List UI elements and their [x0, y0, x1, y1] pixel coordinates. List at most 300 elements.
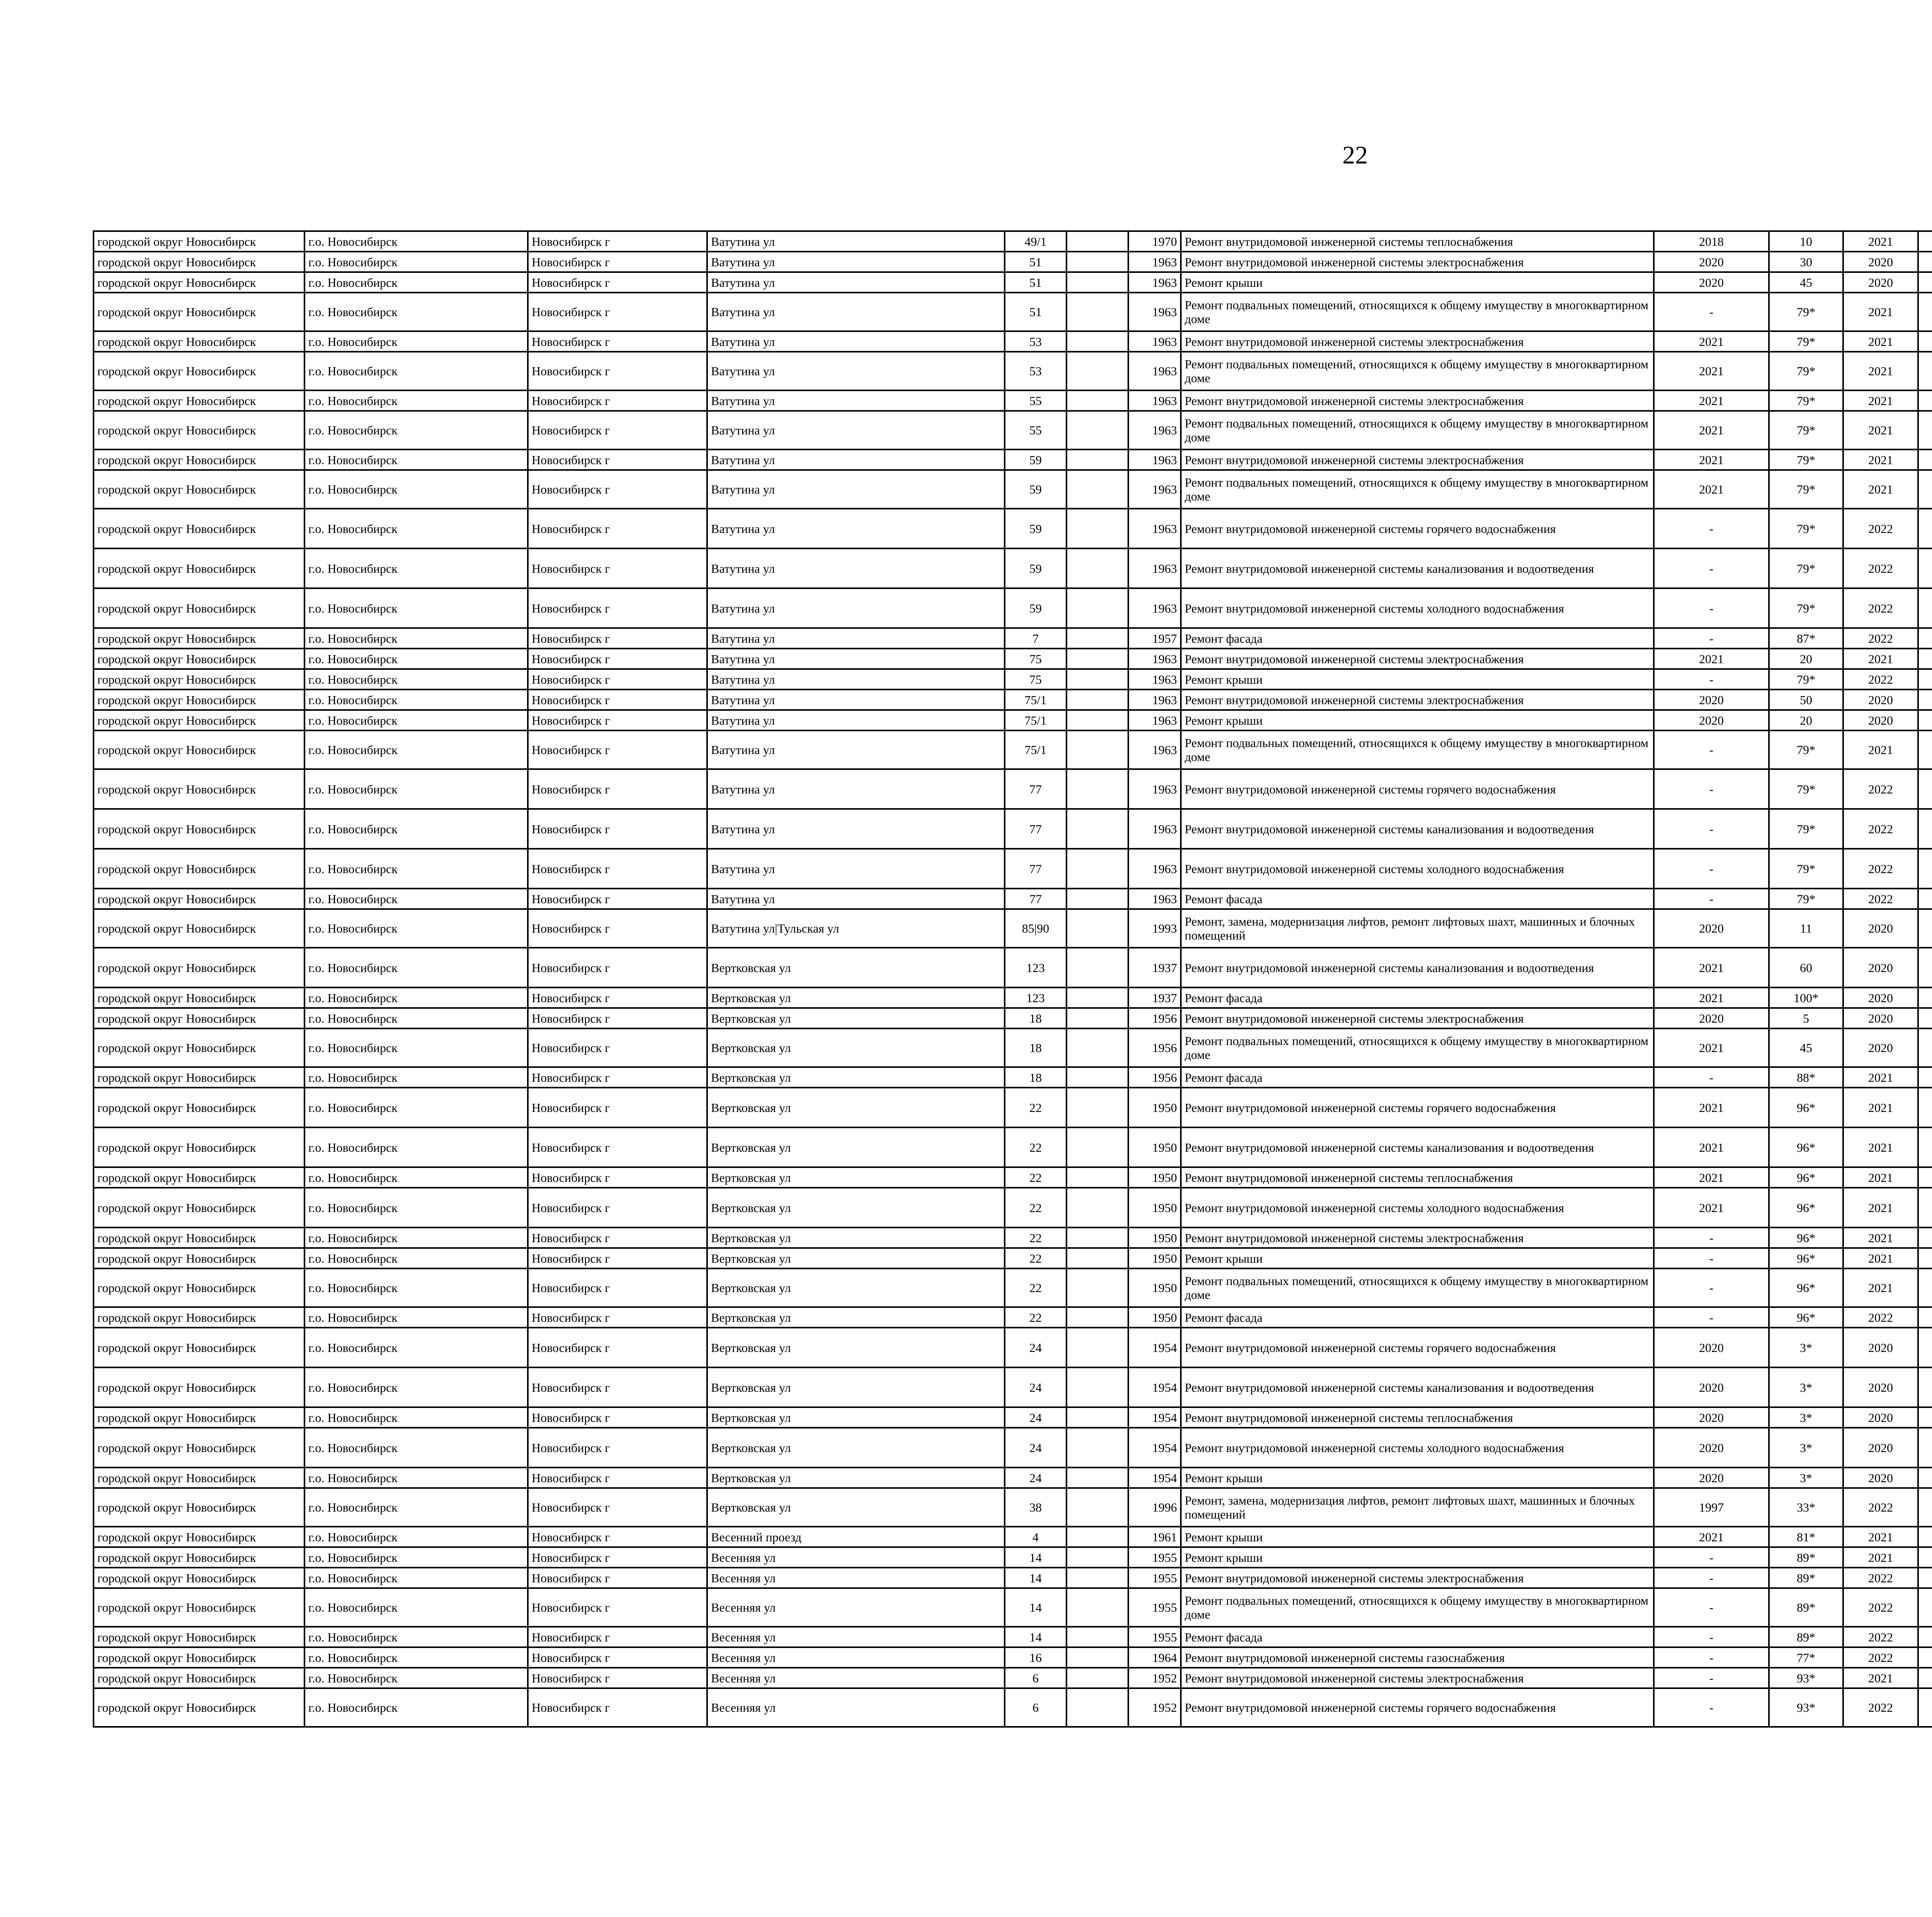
- street-cell: Ватутина ул: [707, 509, 1005, 548]
- work-type-cell: Ремонт внутридомовой инженерной системы теплоснабжения: [1181, 231, 1654, 252]
- building-letter-cell: [1066, 649, 1128, 669]
- start-year-cell: 2020: [1843, 710, 1918, 730]
- start-year-cell: 2022: [1843, 1307, 1918, 1328]
- building-letter-cell: [1066, 948, 1128, 987]
- table-row: [94, 1088, 1932, 1127]
- street-cell: Ватутина ул|Тульская ул: [707, 909, 1005, 948]
- work-type-cell: Ремонт фасада: [1181, 1067, 1654, 1088]
- street-cell: Ватутина ул: [707, 272, 1005, 293]
- work-type-cell: Ремонт внутридомовой инженерной системы канализования и водоотведения: [1181, 1127, 1654, 1167]
- start-year-cell: 2020: [1843, 1028, 1918, 1067]
- street-cell: Вертковская ул: [707, 1067, 1005, 1088]
- end-year-cell: [1918, 1127, 1932, 1167]
- municipality-cell: городской округ Новосибирск: [94, 509, 304, 548]
- street-cell: Ватутина ул: [707, 730, 1005, 769]
- wear-percent-cell: 89*: [1769, 1627, 1843, 1647]
- year-built-cell: 1963: [1128, 411, 1181, 449]
- work-type-cell: Ремонт внутридомовой инженерной системы теплоснабжения: [1181, 1407, 1654, 1428]
- start-year-cell: 2020: [1843, 987, 1918, 1008]
- start-year-cell: 2020: [1843, 1428, 1918, 1468]
- end-year-cell: [1918, 390, 1932, 411]
- municipality-cell: городской округ Новосибирск: [94, 293, 304, 331]
- last-repair-year-cell: -: [1654, 588, 1769, 628]
- work-type-cell: Ремонт внутридомовой инженерной системы канализования и водоотведения: [1181, 948, 1654, 987]
- municipality-cell: городской округ Новосибирск: [94, 1188, 304, 1227]
- start-year-cell: 2022: [1843, 669, 1918, 690]
- start-year-cell: 2020: [1843, 948, 1918, 987]
- table-row: [94, 1407, 1932, 1428]
- settlement-cell: г.о. Новосибирск: [304, 1688, 528, 1727]
- start-year-cell: 2022: [1843, 849, 1918, 889]
- year-built-cell: 1956: [1128, 1028, 1181, 1067]
- year-built-cell: 1954: [1128, 1407, 1181, 1428]
- street-cell: Вертковская ул: [707, 1008, 1005, 1028]
- start-year-cell: 2020: [1843, 272, 1918, 293]
- building-letter-cell: [1066, 1688, 1128, 1727]
- table-row: [94, 293, 1932, 331]
- end-year-cell: [1918, 889, 1932, 909]
- end-year-cell: [1918, 809, 1932, 849]
- start-year-cell: 2021: [1843, 293, 1918, 331]
- end-year-cell: [1918, 1547, 1932, 1568]
- settlement-cell: г.о. Новосибирск: [304, 1028, 528, 1067]
- last-repair-year-cell: -: [1654, 889, 1769, 909]
- year-built-cell: 1950: [1128, 1227, 1181, 1248]
- start-year-cell: 2021: [1843, 1248, 1918, 1268]
- work-type-cell: Ремонт внутридомовой инженерной системы горячего водоснабжения: [1181, 1088, 1654, 1127]
- year-built-cell: 1950: [1128, 1088, 1181, 1127]
- wear-percent-cell: 79*: [1769, 889, 1843, 909]
- settlement-cell: г.о. Новосибирск: [304, 252, 528, 272]
- work-type-cell: Ремонт подвальных помещений, относящихся к общему имуществу в многоквартирном доме: [1181, 1268, 1654, 1307]
- settlement-cell: г.о. Новосибирск: [304, 849, 528, 889]
- settlement-cell: г.о. Новосибирск: [304, 1088, 528, 1127]
- last-repair-year-cell: 2020: [1654, 1008, 1769, 1028]
- house-number-cell: 123: [1005, 948, 1066, 987]
- street-cell: Весенняя ул: [707, 1568, 1005, 1588]
- last-repair-year-cell: 2020: [1654, 1428, 1769, 1468]
- building-letter-cell: [1066, 628, 1128, 649]
- house-number-cell: 18: [1005, 1028, 1066, 1067]
- building-letter-cell: [1066, 1568, 1128, 1588]
- city-cell: Новосибирск г: [528, 1328, 707, 1367]
- building-letter-cell: [1066, 231, 1128, 252]
- start-year-cell: 2021: [1843, 352, 1918, 390]
- end-year-cell: [1918, 1268, 1932, 1307]
- municipality-cell: городской округ Новосибирск: [94, 628, 304, 649]
- wear-percent-cell: 11: [1769, 909, 1843, 948]
- street-cell: Ватутина ул: [707, 809, 1005, 849]
- last-repair-year-cell: -: [1654, 509, 1769, 548]
- work-type-cell: Ремонт фасада: [1181, 987, 1654, 1008]
- wear-percent-cell: 96*: [1769, 1268, 1843, 1307]
- end-year-cell: [1918, 1488, 1932, 1527]
- municipality-cell: городской округ Новосибирск: [94, 1167, 304, 1188]
- table-row: [94, 1588, 1932, 1627]
- house-number-cell: 22: [1005, 1307, 1066, 1328]
- street-cell: Ватутина ул: [707, 889, 1005, 909]
- municipality-cell: городской округ Новосибирск: [94, 1428, 304, 1468]
- building-letter-cell: [1066, 1627, 1128, 1647]
- house-number-cell: 77: [1005, 809, 1066, 849]
- city-cell: Новосибирск г: [528, 710, 707, 730]
- end-year-cell: [1918, 1428, 1932, 1468]
- wear-percent-cell: 3*: [1769, 1367, 1843, 1407]
- wear-percent-cell: 5: [1769, 1008, 1843, 1028]
- house-number-cell: 24: [1005, 1328, 1066, 1367]
- end-year-cell: [1918, 1668, 1932, 1688]
- wear-percent-cell: 87*: [1769, 628, 1843, 649]
- building-letter-cell: [1066, 1668, 1128, 1688]
- year-built-cell: 1957: [1128, 628, 1181, 649]
- year-built-cell: 1963: [1128, 649, 1181, 669]
- table-row: [94, 690, 1932, 710]
- city-cell: Новосибирск г: [528, 1468, 707, 1488]
- settlement-cell: г.о. Новосибирск: [304, 1248, 528, 1268]
- year-built-cell: 1955: [1128, 1627, 1181, 1647]
- settlement-cell: г.о. Новосибирск: [304, 1307, 528, 1328]
- street-cell: Ватутина ул: [707, 649, 1005, 669]
- table-row: [94, 1008, 1932, 1028]
- municipality-cell: городской округ Новосибирск: [94, 889, 304, 909]
- settlement-cell: г.о. Новосибирск: [304, 331, 528, 352]
- start-year-cell: 2021: [1843, 231, 1918, 252]
- work-type-cell: Ремонт подвальных помещений, относящихся к общему имуществу в многоквартирном доме: [1181, 293, 1654, 331]
- last-repair-year-cell: -: [1654, 1568, 1769, 1588]
- table-row: [94, 509, 1932, 548]
- start-year-cell: 2021: [1843, 649, 1918, 669]
- start-year-cell: 2021: [1843, 1167, 1918, 1188]
- settlement-cell: г.о. Новосибирск: [304, 1227, 528, 1248]
- start-year-cell: 2022: [1843, 588, 1918, 628]
- city-cell: Новосибирск г: [528, 470, 707, 509]
- settlement-cell: г.о. Новосибирск: [304, 948, 528, 987]
- settlement-cell: г.о. Новосибирск: [304, 690, 528, 710]
- city-cell: Новосибирск г: [528, 690, 707, 710]
- house-number-cell: 123: [1005, 987, 1066, 1008]
- municipality-cell: городской округ Новосибирск: [94, 649, 304, 669]
- year-built-cell: 1952: [1128, 1688, 1181, 1727]
- municipality-cell: городской округ Новосибирск: [94, 809, 304, 849]
- end-year-cell: [1918, 272, 1932, 293]
- wear-percent-cell: 79*: [1769, 548, 1843, 588]
- street-cell: Ватутина ул: [707, 548, 1005, 588]
- city-cell: Новосибирск г: [528, 331, 707, 352]
- city-cell: Новосибирск г: [528, 1627, 707, 1647]
- building-letter-cell: [1066, 1407, 1128, 1428]
- building-letter-cell: [1066, 1248, 1128, 1268]
- wear-percent-cell: 96*: [1769, 1127, 1843, 1167]
- start-year-cell: 2021: [1843, 449, 1918, 470]
- municipality-cell: городской округ Новосибирск: [94, 1127, 304, 1167]
- house-number-cell: 75/1: [1005, 710, 1066, 730]
- street-cell: Ватутина ул: [707, 352, 1005, 390]
- year-built-cell: 1963: [1128, 272, 1181, 293]
- end-year-cell: [1918, 1167, 1932, 1188]
- year-built-cell: 1956: [1128, 1067, 1181, 1088]
- street-cell: Вертковская ул: [707, 948, 1005, 987]
- city-cell: Новосибирск г: [528, 769, 707, 809]
- year-built-cell: 1964: [1128, 1647, 1181, 1668]
- municipality-cell: городской округ Новосибирск: [94, 1688, 304, 1727]
- end-year-cell: [1918, 470, 1932, 509]
- house-number-cell: 55: [1005, 390, 1066, 411]
- year-built-cell: 1937: [1128, 987, 1181, 1008]
- house-number-cell: 4: [1005, 1527, 1066, 1547]
- settlement-cell: г.о. Новосибирск: [304, 1647, 528, 1668]
- end-year-cell: [1918, 231, 1932, 252]
- municipality-cell: городской округ Новосибирск: [94, 1248, 304, 1268]
- building-letter-cell: [1066, 449, 1128, 470]
- wear-percent-cell: 60: [1769, 948, 1843, 987]
- work-type-cell: Ремонт внутридомовой инженерной системы теплоснабжения: [1181, 1167, 1654, 1188]
- year-built-cell: 1963: [1128, 252, 1181, 272]
- settlement-cell: г.о. Новосибирск: [304, 352, 528, 390]
- wear-percent-cell: 96*: [1769, 1248, 1843, 1268]
- building-letter-cell: [1066, 1527, 1128, 1547]
- municipality-cell: городской округ Новосибирск: [94, 1067, 304, 1088]
- house-number-cell: 51: [1005, 293, 1066, 331]
- street-cell: Вертковская ул: [707, 1367, 1005, 1407]
- building-letter-cell: [1066, 710, 1128, 730]
- start-year-cell: 2022: [1843, 1588, 1918, 1627]
- work-type-cell: Ремонт, замена, модернизация лифтов, ремонт лифтовых шахт, машинных и блочных помещений: [1181, 909, 1654, 948]
- building-letter-cell: [1066, 1307, 1128, 1328]
- building-letter-cell: [1066, 1367, 1128, 1407]
- last-repair-year-cell: 2020: [1654, 710, 1769, 730]
- work-type-cell: Ремонт внутридомовой инженерной системы холодного водоснабжения: [1181, 1188, 1654, 1227]
- city-cell: Новосибирск г: [528, 1188, 707, 1227]
- house-number-cell: 75/1: [1005, 730, 1066, 769]
- wear-percent-cell: 79*: [1769, 331, 1843, 352]
- municipality-cell: городской округ Новосибирск: [94, 987, 304, 1008]
- last-repair-year-cell: -: [1654, 1248, 1769, 1268]
- street-cell: Ватутина ул: [707, 710, 1005, 730]
- last-repair-year-cell: -: [1654, 1547, 1769, 1568]
- start-year-cell: 2021: [1843, 1188, 1918, 1227]
- house-number-cell: 22: [1005, 1188, 1066, 1227]
- building-letter-cell: [1066, 1268, 1128, 1307]
- work-type-cell: Ремонт крыши: [1181, 669, 1654, 690]
- house-number-cell: 24: [1005, 1428, 1066, 1468]
- building-letter-cell: [1066, 1008, 1128, 1028]
- municipality-cell: городской округ Новосибирск: [94, 1468, 304, 1488]
- wear-percent-cell: 3*: [1769, 1468, 1843, 1488]
- year-built-cell: 1950: [1128, 1307, 1181, 1328]
- start-year-cell: 2021: [1843, 1527, 1918, 1547]
- house-number-cell: 24: [1005, 1407, 1066, 1428]
- building-letter-cell: [1066, 509, 1128, 548]
- last-repair-year-cell: -: [1654, 1688, 1769, 1727]
- start-year-cell: 2020: [1843, 1328, 1918, 1367]
- building-letter-cell: [1066, 909, 1128, 948]
- wear-percent-cell: 79*: [1769, 669, 1843, 690]
- wear-percent-cell: 10: [1769, 231, 1843, 252]
- house-number-cell: 59: [1005, 509, 1066, 548]
- wear-percent-cell: 45: [1769, 1028, 1843, 1067]
- start-year-cell: 2022: [1843, 1647, 1918, 1668]
- start-year-cell: 2022: [1843, 628, 1918, 649]
- city-cell: Новосибирск г: [528, 1307, 707, 1328]
- building-letter-cell: [1066, 987, 1128, 1008]
- municipality-cell: городской округ Новосибирск: [94, 1488, 304, 1527]
- street-cell: Ватутина ул: [707, 390, 1005, 411]
- end-year-cell: [1918, 1527, 1932, 1547]
- table-row: [94, 1367, 1932, 1407]
- house-number-cell: 6: [1005, 1668, 1066, 1688]
- settlement-cell: г.о. Новосибирск: [304, 390, 528, 411]
- year-built-cell: 1963: [1128, 809, 1181, 849]
- work-type-cell: Ремонт внутридомовой инженерной системы горячего водоснабжения: [1181, 1688, 1654, 1727]
- end-year-cell: [1918, 730, 1932, 769]
- last-repair-year-cell: -: [1654, 1307, 1769, 1328]
- last-repair-year-cell: 2021: [1654, 987, 1769, 1008]
- building-letter-cell: [1066, 1588, 1128, 1627]
- street-cell: Вертковская ул: [707, 1127, 1005, 1167]
- city-cell: Новосибирск г: [528, 449, 707, 470]
- house-number-cell: 77: [1005, 849, 1066, 889]
- wear-percent-cell: 79*: [1769, 411, 1843, 449]
- last-repair-year-cell: -: [1654, 769, 1769, 809]
- settlement-cell: г.о. Новосибирск: [304, 1547, 528, 1568]
- work-type-cell: Ремонт внутридомовой инженерной системы электроснабжения: [1181, 1568, 1654, 1588]
- last-repair-year-cell: -: [1654, 1627, 1769, 1647]
- building-letter-cell: [1066, 411, 1128, 449]
- city-cell: Новосибирск г: [528, 1428, 707, 1468]
- end-year-cell: [1918, 1008, 1932, 1028]
- street-cell: Ватутина ул: [707, 449, 1005, 470]
- last-repair-year-cell: -: [1654, 809, 1769, 849]
- house-number-cell: 75: [1005, 649, 1066, 669]
- street-cell: Ватутина ул: [707, 411, 1005, 449]
- building-letter-cell: [1066, 1028, 1128, 1067]
- table-row: [94, 1647, 1932, 1668]
- settlement-cell: г.о. Новосибирск: [304, 548, 528, 588]
- house-number-cell: 24: [1005, 1367, 1066, 1407]
- city-cell: Новосибирск г: [528, 509, 707, 548]
- municipality-cell: городской округ Новосибирск: [94, 1527, 304, 1547]
- end-year-cell: [1918, 1367, 1932, 1407]
- page-number: 22: [1342, 141, 1368, 169]
- table-row: [94, 352, 1932, 390]
- settlement-cell: г.о. Новосибирск: [304, 889, 528, 909]
- table-row: [94, 331, 1932, 352]
- wear-percent-cell: 89*: [1769, 1588, 1843, 1627]
- wear-percent-cell: 81*: [1769, 1527, 1843, 1547]
- table-row: [94, 1328, 1932, 1367]
- table-row: [94, 548, 1932, 588]
- house-number-cell: 7: [1005, 628, 1066, 649]
- wear-percent-cell: 79*: [1769, 509, 1843, 548]
- end-year-cell: [1918, 1568, 1932, 1588]
- wear-percent-cell: 79*: [1769, 769, 1843, 809]
- work-type-cell: Ремонт, замена, модернизация лифтов, ремонт лифтовых шахт, машинных и блочных помещений: [1181, 1488, 1654, 1527]
- city-cell: Новосибирск г: [528, 1248, 707, 1268]
- municipality-cell: городской округ Новосибирск: [94, 1227, 304, 1248]
- end-year-cell: [1918, 588, 1932, 628]
- start-year-cell: 2021: [1843, 390, 1918, 411]
- table-row: [94, 1428, 1932, 1468]
- year-built-cell: 1961: [1128, 1527, 1181, 1547]
- last-repair-year-cell: 2021: [1654, 411, 1769, 449]
- municipality-cell: городской округ Новосибирск: [94, 411, 304, 449]
- year-built-cell: 1963: [1128, 449, 1181, 470]
- city-cell: Новосибирск г: [528, 730, 707, 769]
- year-built-cell: 1937: [1128, 948, 1181, 987]
- wear-percent-cell: 96*: [1769, 1167, 1843, 1188]
- building-letter-cell: [1066, 849, 1128, 889]
- street-cell: Ватутина ул: [707, 231, 1005, 252]
- work-type-cell: Ремонт подвальных помещений, относящихся к общему имуществу в многоквартирном доме: [1181, 470, 1654, 509]
- street-cell: Вертковская ул: [707, 1188, 1005, 1227]
- year-built-cell: 1970: [1128, 231, 1181, 252]
- year-built-cell: 1963: [1128, 470, 1181, 509]
- building-letter-cell: [1066, 889, 1128, 909]
- last-repair-year-cell: 2020: [1654, 252, 1769, 272]
- city-cell: Новосибирск г: [528, 252, 707, 272]
- table-row: [94, 1688, 1932, 1727]
- settlement-cell: г.о. Новосибирск: [304, 1067, 528, 1088]
- building-letter-cell: [1066, 1468, 1128, 1488]
- year-built-cell: 1963: [1128, 669, 1181, 690]
- municipality-cell: городской округ Новосибирск: [94, 231, 304, 252]
- settlement-cell: г.о. Новосибирск: [304, 272, 528, 293]
- settlement-cell: г.о. Новосибирск: [304, 231, 528, 252]
- city-cell: Новосибирск г: [528, 231, 707, 252]
- start-year-cell: 2021: [1843, 1227, 1918, 1248]
- building-letter-cell: [1066, 669, 1128, 690]
- municipality-cell: городской округ Новосибирск: [94, 849, 304, 889]
- building-letter-cell: [1066, 690, 1128, 710]
- start-year-cell: 2020: [1843, 690, 1918, 710]
- end-year-cell: [1918, 1688, 1932, 1727]
- end-year-cell: [1918, 669, 1932, 690]
- settlement-cell: г.о. Новосибирск: [304, 449, 528, 470]
- work-type-cell: Ремонт фасада: [1181, 1307, 1654, 1328]
- work-type-cell: Ремонт подвальных помещений, относящихся к общему имуществу в многоквартирном доме: [1181, 730, 1654, 769]
- building-letter-cell: [1066, 1227, 1128, 1248]
- start-year-cell: 2021: [1843, 331, 1918, 352]
- municipality-cell: городской округ Новосибирск: [94, 769, 304, 809]
- work-type-cell: Ремонт крыши: [1181, 1527, 1654, 1547]
- last-repair-year-cell: 2020: [1654, 1468, 1769, 1488]
- city-cell: Новосибирск г: [528, 1488, 707, 1527]
- work-type-cell: Ремонт внутридомовой инженерной системы холодного водоснабжения: [1181, 588, 1654, 628]
- municipality-cell: городской округ Новосибирск: [94, 1407, 304, 1428]
- building-letter-cell: [1066, 1167, 1128, 1188]
- last-repair-year-cell: -: [1654, 669, 1769, 690]
- street-cell: Вертковская ул: [707, 1268, 1005, 1307]
- street-cell: Ватутина ул: [707, 628, 1005, 649]
- building-letter-cell: [1066, 1428, 1128, 1468]
- table-row: [94, 730, 1932, 769]
- municipality-cell: городской округ Новосибирск: [94, 1367, 304, 1407]
- end-year-cell: [1918, 411, 1932, 449]
- building-letter-cell: [1066, 272, 1128, 293]
- house-number-cell: 14: [1005, 1547, 1066, 1568]
- building-letter-cell: [1066, 588, 1128, 628]
- municipality-cell: городской округ Новосибирск: [94, 909, 304, 948]
- work-type-cell: Ремонт внутридомовой инженерной системы горячего водоснабжения: [1181, 769, 1654, 809]
- work-type-cell: Ремонт подвальных помещений, относящихся к общему имуществу в многоквартирном доме: [1181, 352, 1654, 390]
- work-type-cell: Ремонт внутридомовой инженерной системы холодного водоснабжения: [1181, 849, 1654, 889]
- table-row: [94, 1547, 1932, 1568]
- city-cell: Новосибирск г: [528, 987, 707, 1008]
- wear-percent-cell: 88*: [1769, 1067, 1843, 1088]
- wear-percent-cell: 45: [1769, 272, 1843, 293]
- last-repair-year-cell: -: [1654, 1227, 1769, 1248]
- street-cell: Вертковская ул: [707, 1328, 1005, 1367]
